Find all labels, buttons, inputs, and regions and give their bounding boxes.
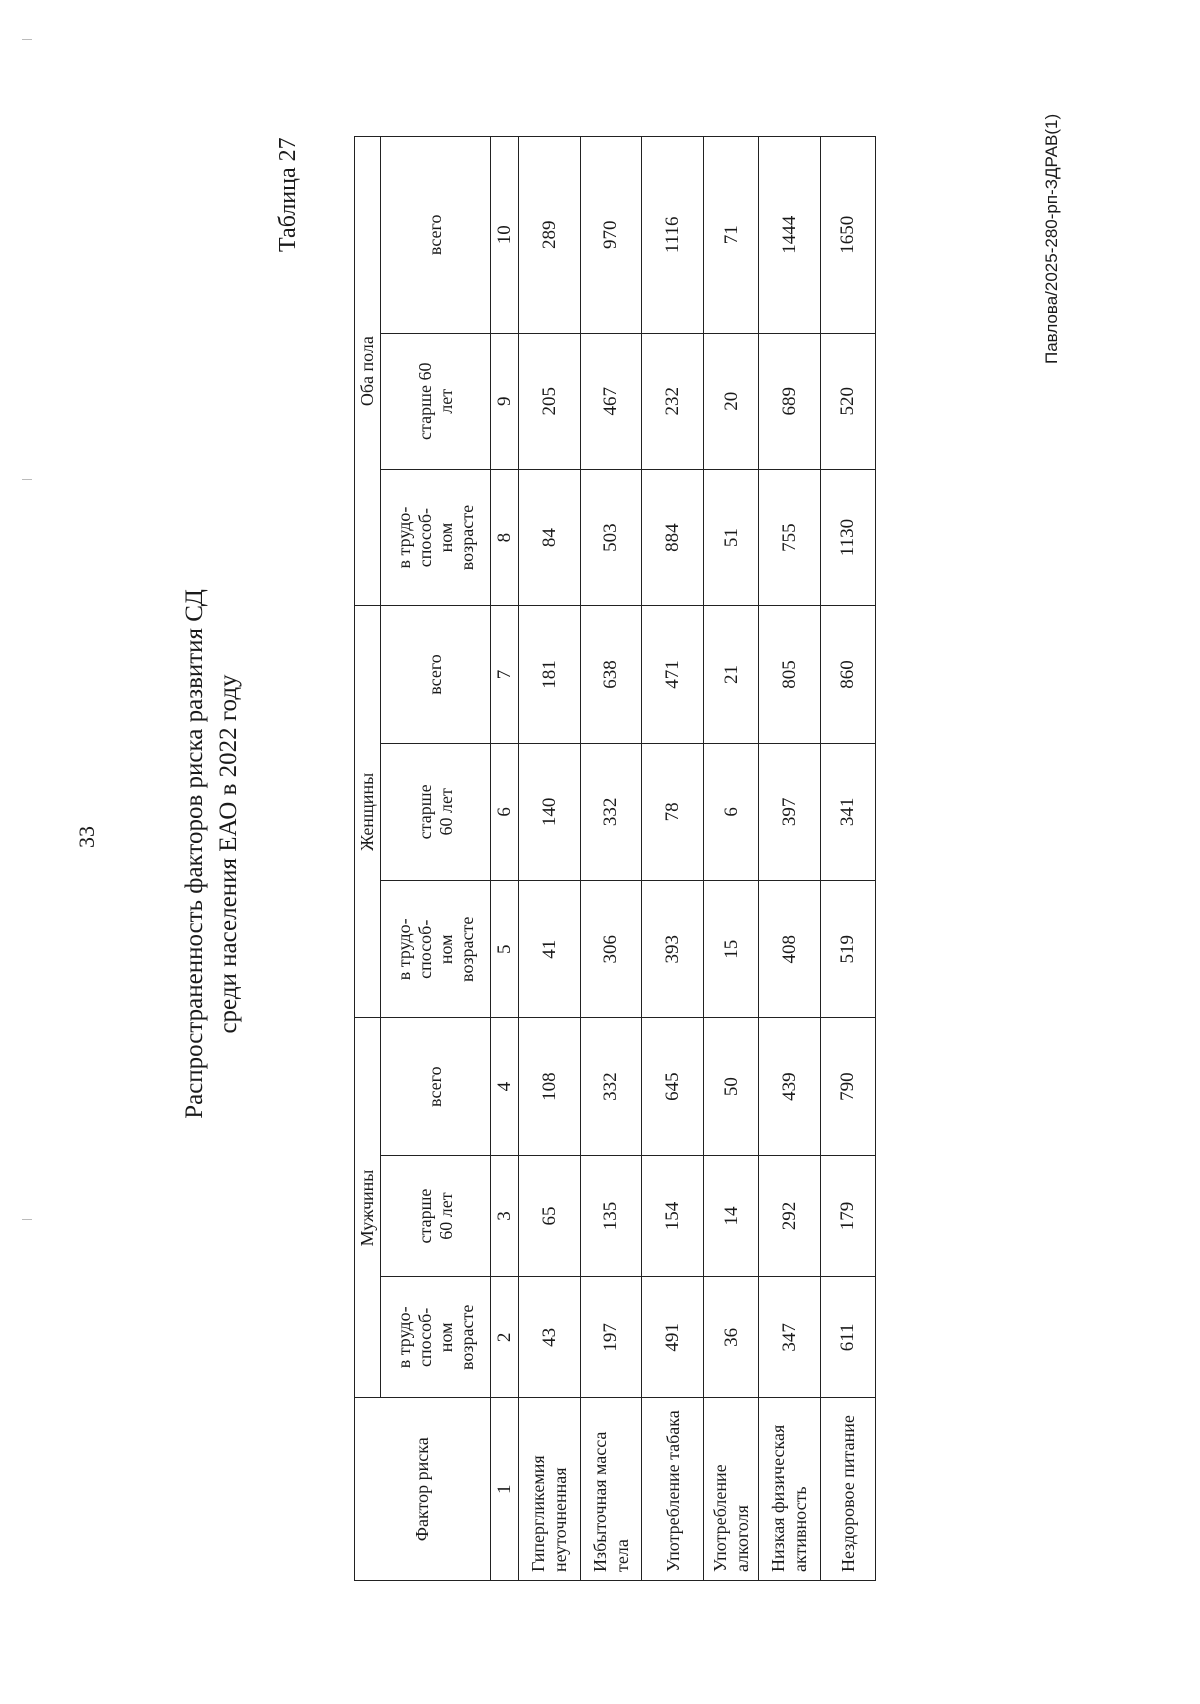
- factor-name: Употребление алкоголя: [703, 1398, 758, 1581]
- subheader-men-over60: старше 60 лет: [381, 1155, 491, 1276]
- scan-mark: [22, 479, 32, 480]
- value-cell: 1650: [820, 137, 875, 334]
- factor-name: Употребление табака: [642, 1398, 704, 1581]
- value-cell: 84: [519, 469, 581, 605]
- table-row: [580, 137, 642, 1581]
- group-header-row: [355, 137, 381, 1581]
- value-cell: 292: [759, 1155, 821, 1276]
- value-cell: 140: [519, 743, 581, 880]
- value-cell: 790: [820, 1018, 875, 1155]
- value-cell: 520: [820, 333, 875, 469]
- value-cell: 397: [759, 743, 821, 880]
- value-cell: 638: [580, 606, 642, 743]
- value-cell: 181: [519, 606, 581, 743]
- value-cell: 471: [642, 606, 704, 743]
- value-cell: 41: [519, 881, 581, 1018]
- value-cell: 332: [580, 743, 642, 880]
- value-cell: 65: [519, 1155, 581, 1276]
- factor-name: Нездоровое питание: [820, 1398, 875, 1581]
- value-cell: 50: [703, 1018, 758, 1155]
- value-cell: 306: [580, 881, 642, 1018]
- value-cell: 755: [759, 469, 821, 605]
- value-cell: 645: [642, 1018, 704, 1155]
- value-cell: 21: [703, 606, 758, 743]
- value-cell: 43: [519, 1277, 581, 1398]
- subheader-women-working: в трудо- способ- ном возрасте: [381, 881, 491, 1018]
- value-cell: 491: [642, 1277, 704, 1398]
- column-number: 8: [491, 469, 519, 605]
- value-cell: 332: [580, 1018, 642, 1155]
- factor-name: Гипергликемия неуточненная: [519, 1398, 581, 1581]
- group-header-women: Женщины: [355, 606, 381, 1018]
- document-title: [178, 304, 246, 1404]
- table-row: [703, 137, 758, 1581]
- value-cell: 71: [703, 137, 758, 334]
- title-line-2: среди населения ЕАО в 2022 году: [215, 674, 242, 1034]
- value-cell: 503: [580, 469, 642, 605]
- column-number: 7: [491, 606, 519, 743]
- table-row: [759, 137, 821, 1581]
- column-number-row: [491, 137, 519, 1581]
- group-header-men: Мужчины: [355, 1018, 381, 1398]
- title-line-1: Распространенность факторов риска развития СД: [181, 589, 208, 1119]
- value-cell: 393: [642, 881, 704, 1018]
- value-cell: 341: [820, 743, 875, 880]
- table-row: [642, 137, 704, 1581]
- value-cell: 439: [759, 1018, 821, 1155]
- value-cell: 1116: [642, 137, 704, 334]
- factor-header: Фактор риска: [355, 1398, 491, 1581]
- value-cell: 232: [642, 333, 704, 469]
- value-cell: 347: [759, 1277, 821, 1398]
- subheader-row: [381, 137, 491, 1581]
- value-cell: 20: [703, 333, 758, 469]
- column-number: 2: [491, 1277, 519, 1398]
- subheader-both-over60: старше 60 лет: [381, 333, 491, 469]
- value-cell: 15: [703, 881, 758, 1018]
- value-cell: 14: [703, 1155, 758, 1276]
- column-number: 5: [491, 881, 519, 1018]
- column-number: 1: [491, 1398, 519, 1581]
- subheader-both-total: всего: [381, 137, 491, 334]
- value-cell: 78: [642, 743, 704, 880]
- value-cell: 1444: [759, 137, 821, 334]
- value-cell: 289: [519, 137, 581, 334]
- value-cell: 408: [759, 881, 821, 1018]
- factor-name: Избыточная масса тела: [580, 1398, 642, 1581]
- value-cell: 51: [703, 469, 758, 605]
- value-cell: 519: [820, 881, 875, 1018]
- factor-name: Низкая физическая активность: [759, 1398, 821, 1581]
- risk-factors-table: [354, 136, 876, 1581]
- value-cell: 805: [759, 606, 821, 743]
- column-number: 3: [491, 1155, 519, 1276]
- scan-mark: [22, 1219, 32, 1220]
- table-row: [820, 137, 875, 1581]
- value-cell: 205: [519, 333, 581, 469]
- page-number: 33: [74, 826, 99, 848]
- value-cell: 108: [519, 1018, 581, 1155]
- subheader-men-total: всего: [381, 1018, 491, 1155]
- subheader-both-working: в трудо- способ- ном возрасте: [381, 469, 491, 605]
- table-label: Таблица 27: [275, 137, 301, 252]
- value-cell: 970: [580, 137, 642, 334]
- value-cell: 689: [759, 333, 821, 469]
- column-number: 9: [491, 333, 519, 469]
- column-number: 4: [491, 1018, 519, 1155]
- column-number: 6: [491, 743, 519, 880]
- subheader-men-working: в трудо- способ- ном возрасте: [381, 1277, 491, 1398]
- subheader-women-over60: старше 60 лет: [381, 743, 491, 880]
- value-cell: 179: [820, 1155, 875, 1276]
- value-cell: 135: [580, 1155, 642, 1276]
- scan-mark: [22, 39, 32, 40]
- document-code: Павлова/2025-280-рп-ЗДРАВ(1): [1042, 113, 1061, 364]
- value-cell: 1130: [820, 469, 875, 605]
- value-cell: 6: [703, 743, 758, 880]
- table-row: [519, 137, 581, 1581]
- value-cell: 467: [580, 333, 642, 469]
- value-cell: 860: [820, 606, 875, 743]
- column-number: 10: [491, 137, 519, 334]
- value-cell: 611: [820, 1277, 875, 1398]
- value-cell: 197: [580, 1277, 642, 1398]
- subheader-women-total: всего: [381, 606, 491, 743]
- value-cell: 884: [642, 469, 704, 605]
- value-cell: 36: [703, 1277, 758, 1398]
- value-cell: 154: [642, 1155, 704, 1276]
- group-header-both: Оба пола: [355, 137, 381, 606]
